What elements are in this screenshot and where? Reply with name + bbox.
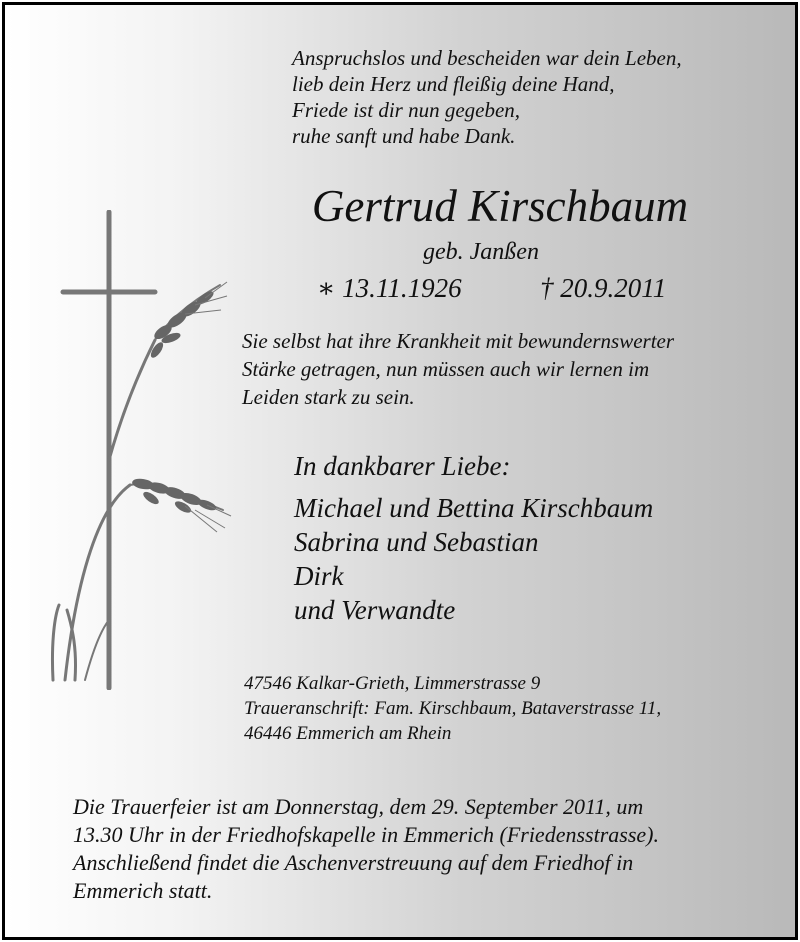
ceremony-line: Die Trauerfeier ist am Donnerstag, dem 29. September 2011, um [73, 794, 644, 819]
poem-line: ruhe sanft und habe Dank. [292, 124, 516, 148]
maiden-name: geb. Janßen [423, 239, 539, 265]
mourners-intro: In dankbarer Liebe: [294, 451, 511, 481]
ceremony-line: 13.30 Uhr in der Friedhofskapelle in Emmerich (Friedensstrasse). [73, 822, 659, 847]
mourner-name: Sabrina und Sebastian [294, 527, 539, 557]
address-line: 46446 Emmerich am Rhein [244, 723, 452, 744]
mourner-name: und Verwandte [294, 595, 456, 625]
ceremony-line: Emmerich statt. [73, 878, 213, 903]
address-line: 47546 Kalkar-Grieth, Limmerstrasse 9 [244, 673, 541, 694]
cross-with-wheat-icon [45, 210, 235, 690]
mourners-list [294, 491, 653, 627]
ceremony-info [73, 793, 659, 905]
ceremony-line: Anschließend findet die Aschenverstreuung auf dem Friedhof in [73, 850, 634, 875]
birth-date: ∗ 13.11.1926 [317, 273, 462, 303]
poem-line: Anspruchslos und bescheiden war dein Leben, [292, 46, 682, 70]
mourner-name: Dirk [294, 561, 344, 591]
poem-line: Friede ist dir nun gegeben, [292, 98, 521, 122]
address-block [244, 671, 661, 746]
poem [292, 45, 682, 149]
quote [242, 327, 674, 411]
address-line: Traueranschrift: Fam. Kirschbaum, Bataverstrasse 11, [244, 698, 662, 719]
quote-line: Stärke getragen, nun müssen auch wir lernen im [242, 357, 650, 381]
poem-line: lieb dein Herz und fleißig deine Hand, [292, 72, 615, 96]
death-date: † 20.9.2011 [540, 273, 667, 303]
mourner-name: Michael und Bettina Kirschbaum [294, 493, 654, 523]
obituary-notice [2, 2, 798, 940]
quote-line: Leiden stark zu sein. [242, 385, 415, 409]
quote-line: Sie selbst hat ihre Krankheit mit bewundernswerter [242, 329, 675, 353]
deceased-name: Gertrud Kirschbaum [311, 181, 689, 231]
